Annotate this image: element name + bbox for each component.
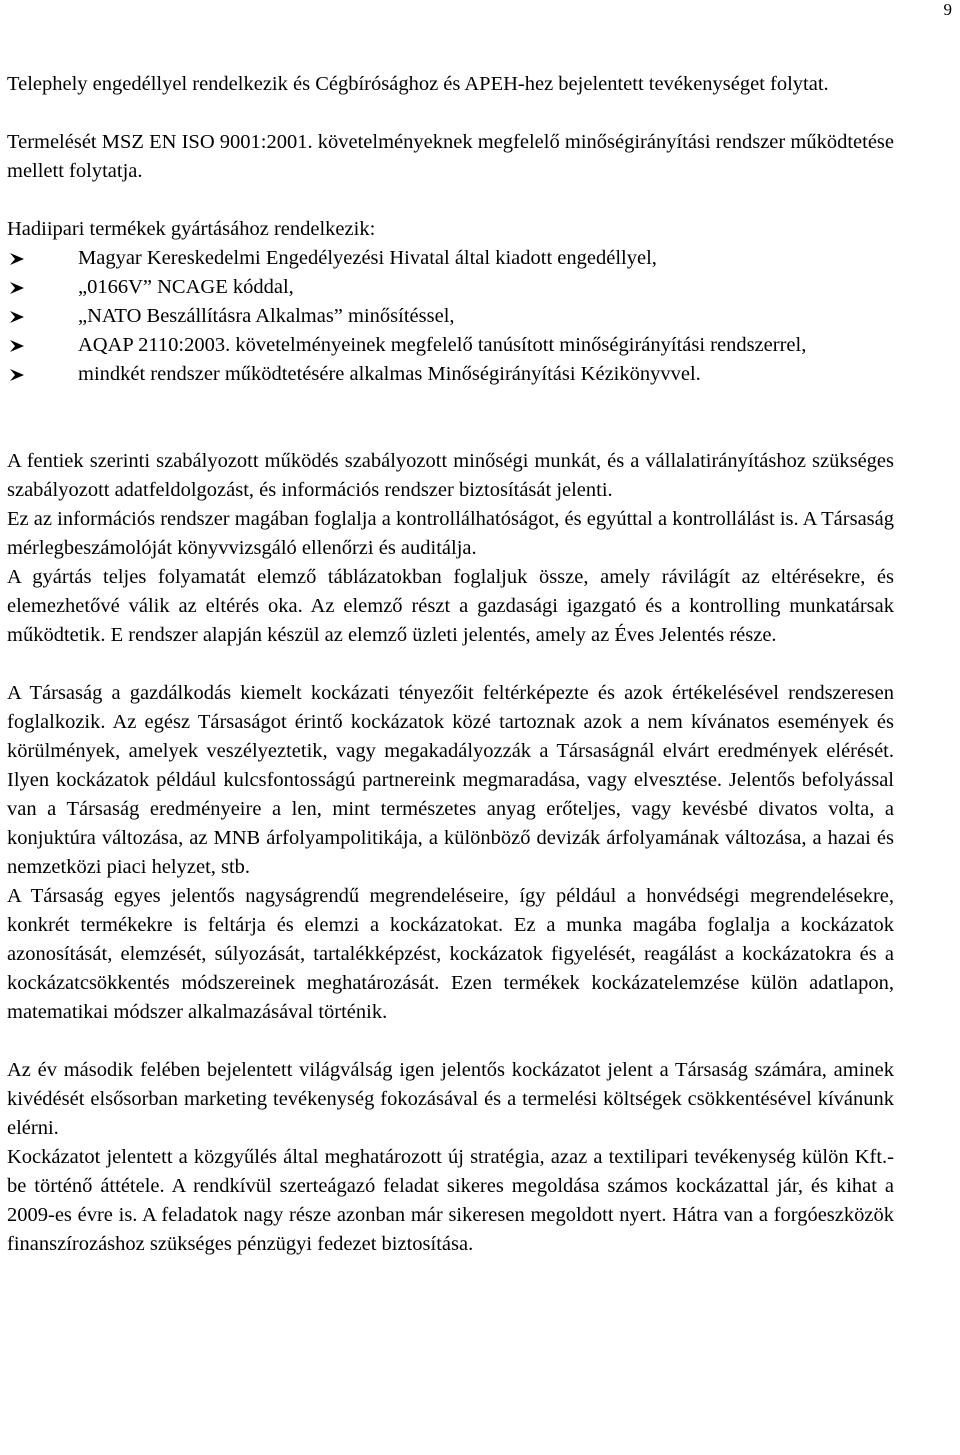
document-body [7,70,894,1259]
list-item-text: mindkét rendszer működtetésére alkalmas Minőségirányítási Kézikönyvvel. [78,363,701,385]
paragraph-regulated-operation: A fentiek szerinti szabályozott működés szabályozott minőségi munkát, és a vállalatirányításhoz szükséges szabályozott adatfeldolgozást, és információs rendszer biztosítását jelenti. [7,450,894,501]
list-item [7,273,894,302]
list-item-text: „0166V” NCAGE kóddal, [78,276,294,298]
list-item-text: AQAP 2110:2003. követelményeinek megfelelő tanúsított minőségirányítási rendszerrel, [78,334,807,356]
list-item-text: „NATO Beszállításra Alkalmas” minősítéssel, [78,305,455,327]
paragraph-order-risks: A Társaság egyes jelentős nagyságrendű megrendeléseire, így például a honvédségi megrendelésekre, konkrét termékekre is feltárja és elemzi a kockázatokat. Ez a munka magába foglalja a kockázatok azonosítását, elemzését, súlyozását, tartalékképzést, kockázatok figyelését, reagálást a kockázatokra és a kockázatcsökkentés módszereinek meghatározását. Ezen termékek kockázatelemzése külön adatlapon, matematikai módszer alkalmazásával történik. [7,885,894,1023]
paragraph-iso-quality: Termelését MSZ EN ISO 9001:2001. követelményeknek megfelelő minőségirányítási rendszer működtetése mellett folytatja. [7,131,894,182]
military-heading: Hadiipari termékek gyártásához rendelkezik: [7,218,376,240]
arrowhead-bullet-icon [9,244,29,273]
list-item [7,331,894,360]
arrowhead-bullet-icon [9,273,29,302]
arrowhead-bullet-icon [9,331,29,360]
paragraph-production-analysis: A gyártás teljes folyamatát elemző táblázatokban foglaljuk össze, amely rávilágít az eltérésekre, és elemezhetővé válik az eltérés oka. Az elemző részt a gazdasági igazgató és a kontrolling munkatársak működtetik. E rendszer alapján készül az elemző üzleti jelentés, amely az Éves Jelentés része. [7,566,894,646]
paragraph-new-strategy: Kockázatot jelentett a közgyűlés által meghatározott új stratégia, azaz a textilipari tevékenység külön Kft.-be történő áttétele. A rendkívül szerteágazó feladat sikeres megoldása számos kockázattal jár, és kihat a 2009-es évre is. A feladatok nagy része azonban már sikeresen megoldott nyert. Hátra van a forgóeszközök finanszírozáshoz szükséges pénzügyi fedezet biztosítása. [7,1146,894,1255]
paragraph-premises: Telephely engedéllyel rendelkezik és Cégbírósághoz és APEH-hez bejelentett tevékenységet folytat. [7,73,829,95]
paragraph-world-crisis: Az év második felében bejelentett világválság igen jelentős kockázatot jelent a Társaság számára, aminek kivédését elsősorban marketing tevékenység fokozásával és a termelési költségek csökkentésével kívánunk elérni. [7,1059,894,1139]
paragraph-information-system: Ez az információs rendszer magában foglalja a kontrollálhatóságot, és egyúttal a kontrollálást is. A Társaság mérlegbeszámolóját könyvvizsgáló ellenőrzi és auditálja. [7,508,894,559]
list-item [7,302,894,331]
paragraph-risk-factors: A Társaság a gazdálkodás kiemelt kockázati tényezőit feltérképezte és azok értékelésével rendszeresen foglalkozik. Az egész Társaságot érintő kockázatok közé tartoznak azok a nem kívánatos események és körülmények, amelyek veszélyeztetik, vagy megakadályozzák a Társaságnál elvárt eredmények elérését. Ilyen kockázatok például kulcsfontosságú partnereink megmaradása, vagy elvesztése. Jelentős befolyással van a Társaság eredményeire a len, mint természetes anyag erőteljes, vagy kevésbé divatos volta, a konjuktúra változása, az MNB árfolyampolitikája, a különböző devizák árfolyamának változása, a hazai és nemzetközi piaci helyzet, stb. [7,682,894,878]
list-item-text: Magyar Kereskedelmi Engedélyezési Hivatal által kiadott engedéllyel, [78,247,657,269]
military-list [7,244,894,389]
arrowhead-bullet-icon [9,360,29,389]
arrowhead-bullet-icon [9,302,29,331]
list-item [7,360,894,389]
list-item [7,244,894,273]
page-number: 9 [943,0,952,19]
